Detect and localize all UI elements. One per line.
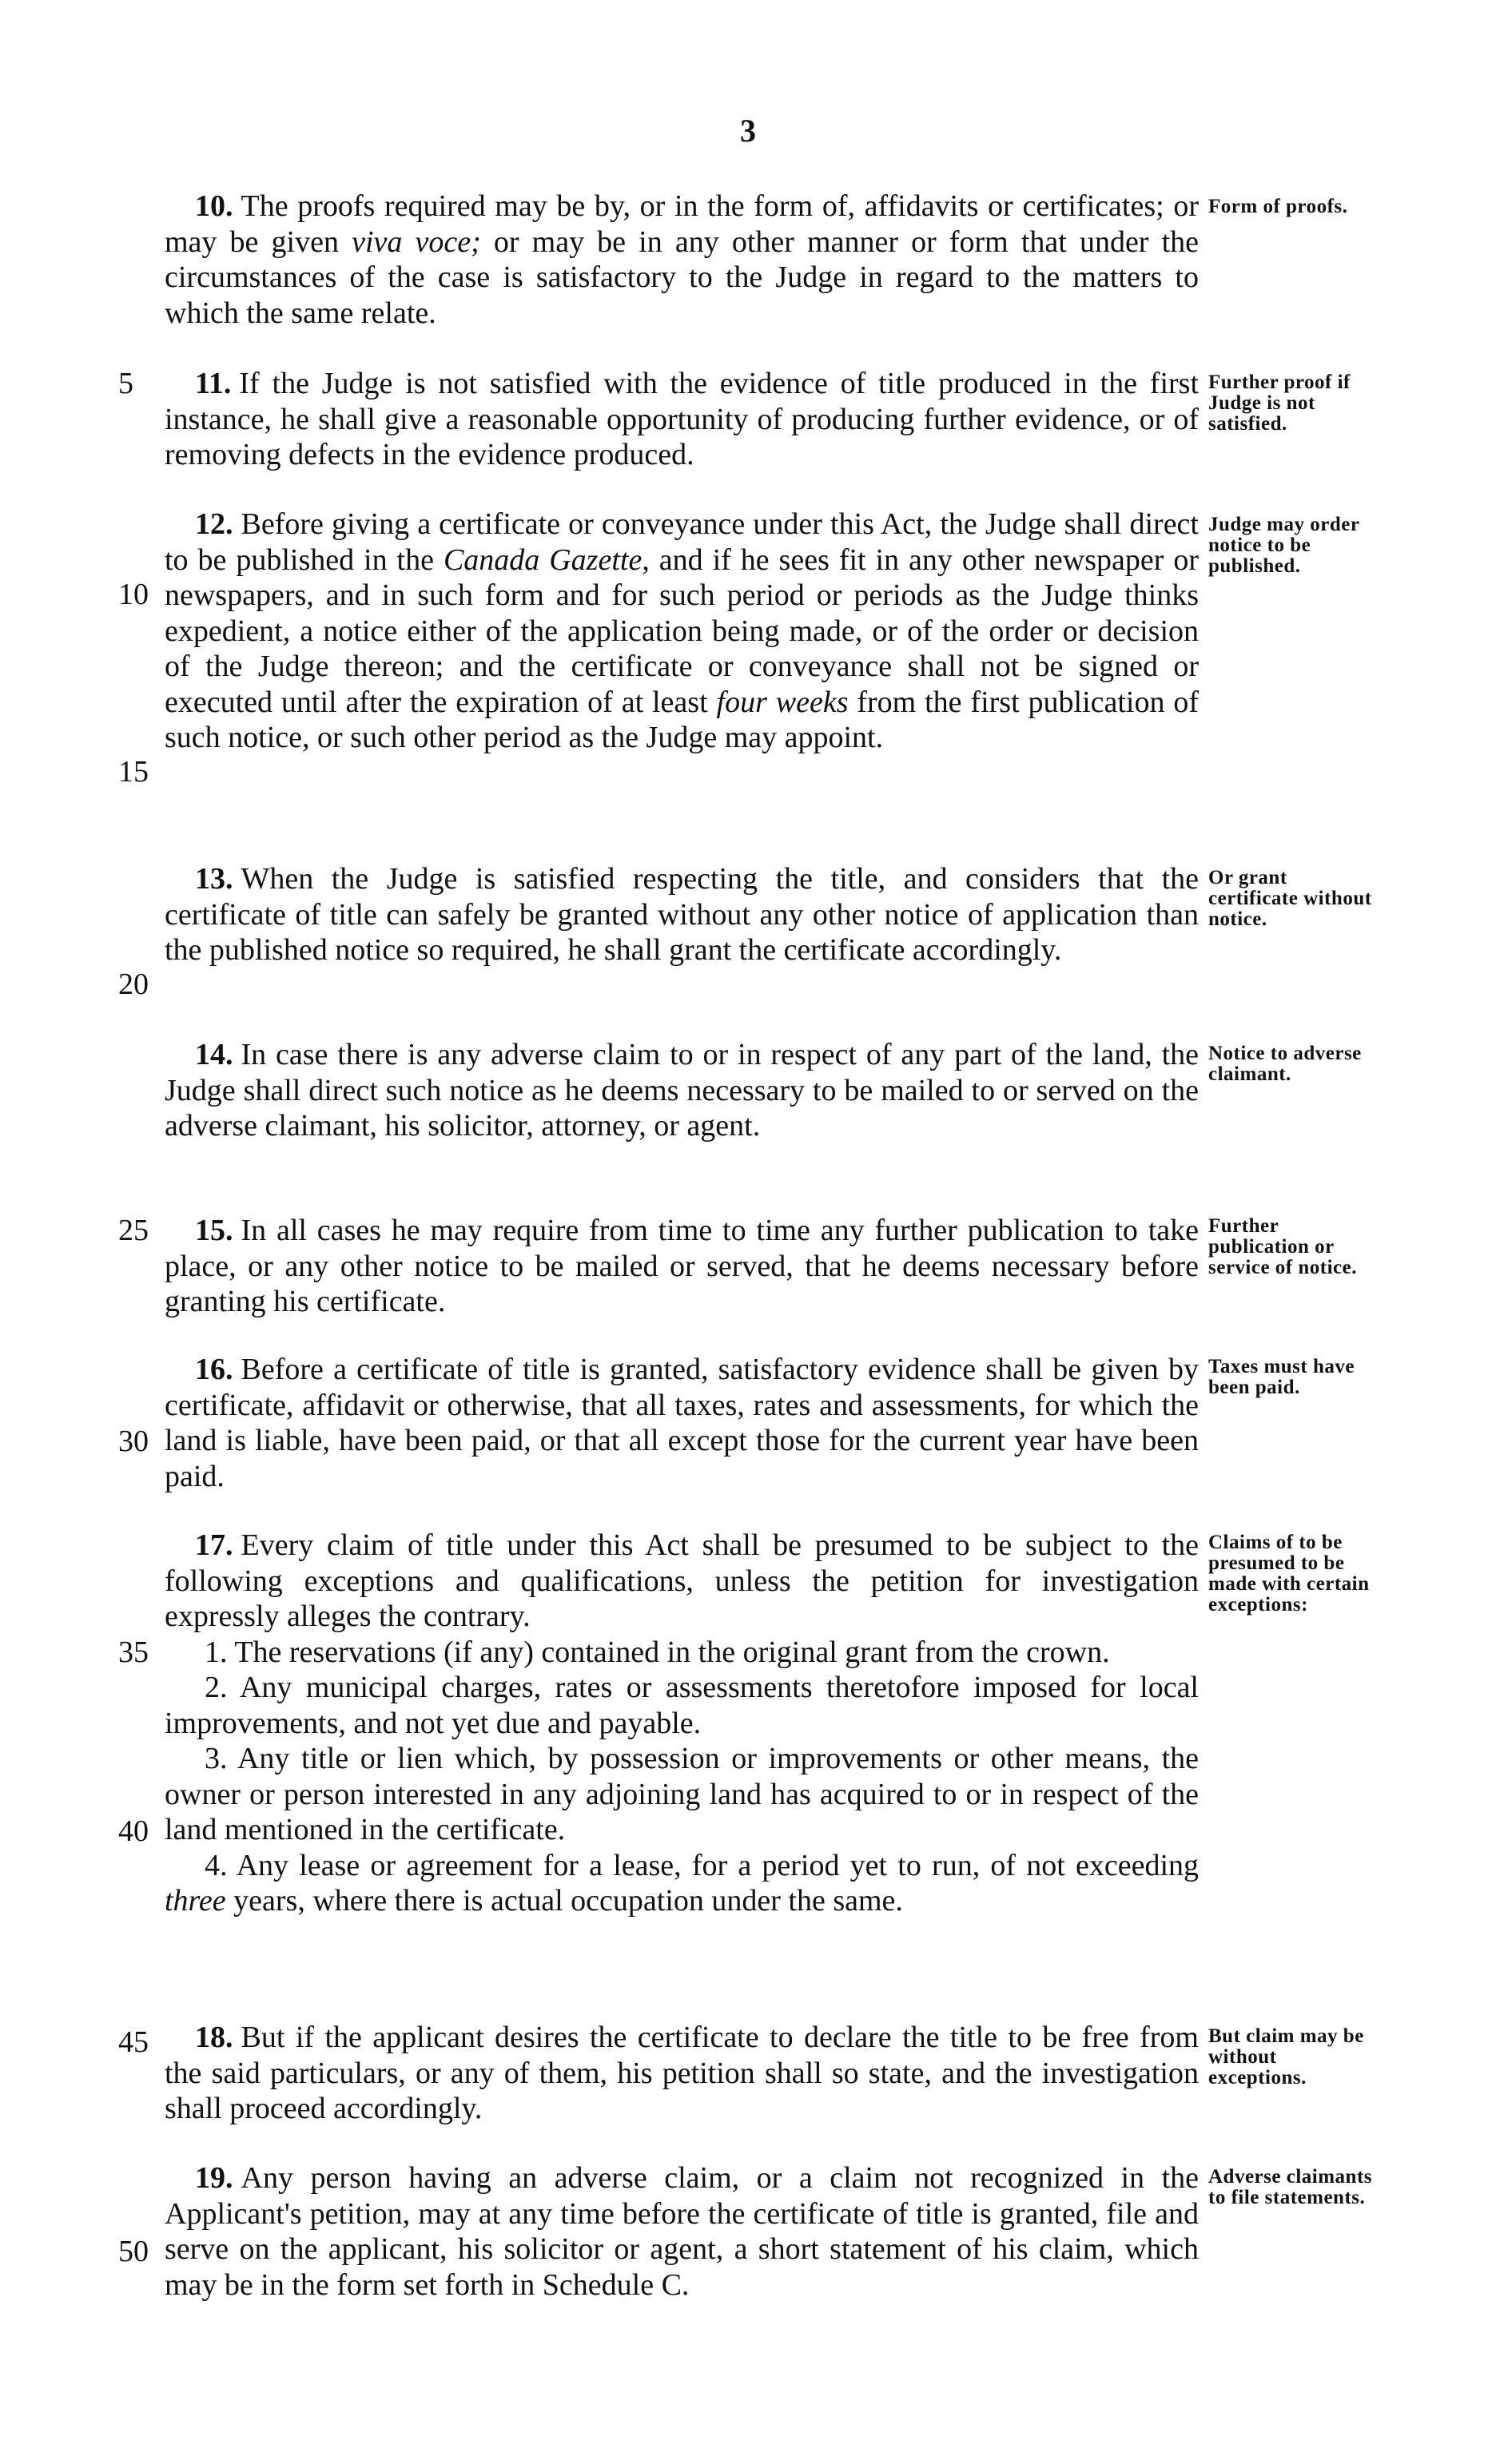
section-12-text: 12. Before giving a certificate or conveyance under this Act, the Judge shall direct to be published in the Canada Gazette, and if he sees fit in any other newspaper or newspapers, and in such form and for such period or periods as the Judge thinks expedient, a notice either of the application being made, or of the order or decision of the Judge thereon; and the certificate or conveyance shall not be signed or executed until after the expiration of at least four weeks from the first publication of such notice, or such other period as the Judge may appoint. bbox=[165, 507, 1200, 754]
line-number: 30 bbox=[118, 1425, 149, 1458]
section-number: 15. bbox=[195, 1214, 233, 1247]
line-number: 25 bbox=[118, 1214, 149, 1247]
list-item: 3. Any title or lien which, by possession or improvements or other means, the owner or person interested in any adjoining land has acquired to or in respect of the land mentioned in the certificate. bbox=[165, 1742, 1199, 1846]
section-number: 16. bbox=[195, 1353, 233, 1386]
line-number: 50 bbox=[118, 2235, 149, 2268]
line-number: 10 bbox=[118, 578, 149, 611]
page-number: 3 bbox=[740, 113, 756, 149]
line-number: 15 bbox=[118, 755, 149, 789]
section-11 bbox=[165, 366, 1199, 473]
section-10-text: 10. The proofs required may be by, or in the form of, affidavits or certificates; or may be given viva voce; or may be in any other manner or form that under the circumstances of the case is satisfactory to the Judge in regard to the matters to which the same relate. bbox=[165, 189, 1200, 330]
margin-note-17: Claims of to be presumed to be made with certain exceptions: bbox=[1208, 1532, 1370, 1616]
section-number: 14. bbox=[195, 1038, 233, 1071]
section-13 bbox=[165, 861, 1199, 968]
line-number: 35 bbox=[118, 1635, 149, 1669]
margin-note-10: Form of proofs. bbox=[1208, 196, 1348, 217]
margin-note-14: Notice to adverse claimant. bbox=[1208, 1043, 1362, 1085]
margin-note-15: Further publication or service of notice. bbox=[1208, 1215, 1358, 1278]
list-item: 1. The reservations (if any) contained in the original grant from the crown. bbox=[205, 1635, 1110, 1669]
line-number: 40 bbox=[118, 1814, 149, 1848]
section-number: 11. bbox=[195, 367, 232, 400]
section-17-text: 17. Every claim of title under this Act shall be presumed to be subject to the following exceptions and qualifications, unless the petition for investigation expressly alleges the contrary. bbox=[165, 1528, 1199, 1633]
section-number: 12. bbox=[195, 507, 233, 541]
section-number: 13. bbox=[195, 862, 233, 896]
margin-note-19: Adverse claimants to file statements. bbox=[1208, 2166, 1372, 2208]
line-number: 20 bbox=[118, 968, 149, 1001]
section-11-text: 11. If the Judge is not satisfied with the evidence of title produced in the first instance, he shall give a reasonable opportunity of producing further evidence, or of removing defects in the evidence produced. bbox=[165, 367, 1199, 471]
section-12 bbox=[165, 507, 1199, 756]
section-16 bbox=[165, 1352, 1199, 1494]
section-number: 17. bbox=[195, 1528, 233, 1562]
margin-note-12: Judge may order notice to be published. bbox=[1208, 514, 1359, 577]
section-number: 18. bbox=[195, 2021, 233, 2054]
section-15 bbox=[165, 1213, 1199, 1320]
section-18-text: 18. But if the applicant desires the certificate to declare the title to be free from the said particulars, or any of them, his petition shall so state, and the investigation shall proceed accordingly. bbox=[165, 2021, 1199, 2125]
section-number: 10. bbox=[195, 189, 233, 223]
section-14-text: 14. In case there is any adverse claim to or in respect of any part of the land, the Judge shall direct such notice as he deems necessary to be mailed to or served on the adverse claimant, his solicitor, attorney, or agent. bbox=[165, 1038, 1199, 1143]
section-19-text: 19. Any person having an adverse claim, or a claim not recognized in the Applicant's petition, may at any time before the certificate of title is granted, file and serve on the applicant, his solicitor or agent, a short statement of his claim, which may be in the form set forth in Schedule C. bbox=[165, 2161, 1199, 2302]
exceptions-list bbox=[165, 1635, 1199, 1919]
list-item: 4. Any lease or agreement for a lease, for a period yet to run, of not exceeding three years, where there is actual occupation under the same. bbox=[165, 1848, 1199, 1918]
margin-note-16: Taxes must have been paid. bbox=[1208, 1356, 1355, 1398]
section-17 bbox=[165, 1528, 1199, 1919]
section-13-text: 13. When the Judge is satisfied respecting the title, and considers that the certificate of title can safely be granted without any other notice of application than the published notice so required, he shall grant the certificate accordingly. bbox=[165, 862, 1199, 967]
section-19 bbox=[165, 2160, 1199, 2303]
section-number: 19. bbox=[195, 2161, 233, 2195]
section-16-text: 16. Before a certificate of title is granted, satisfactory evidence shall be given by certificate, affidavit or otherwise, that all taxes, rates and assessments, for which the land is liable, have been paid, or that all except those for the current year have been paid. bbox=[165, 1353, 1199, 1493]
section-18 bbox=[165, 2020, 1199, 2127]
section-15-text: 15. In all cases he may require from time to time any further publication to take place, or any other notice to be mailed or served, that he deems necessary before granting his certificate. bbox=[165, 1214, 1199, 1318]
margin-note-18: But claim may be without exceptions. bbox=[1208, 2025, 1364, 2088]
margin-note-13: Or grant certificate without notice. bbox=[1208, 867, 1372, 930]
line-number: 5 bbox=[118, 367, 133, 400]
line-number: 45 bbox=[118, 2025, 149, 2059]
section-10 bbox=[165, 189, 1199, 331]
list-item: 2. Any municipal charges, rates or assessments theretofore imposed for local improvements, and not yet due and payable. bbox=[165, 1671, 1199, 1740]
margin-note-11: Further proof if Judge is not satisfied. bbox=[1208, 372, 1351, 435]
section-14 bbox=[165, 1037, 1199, 1144]
